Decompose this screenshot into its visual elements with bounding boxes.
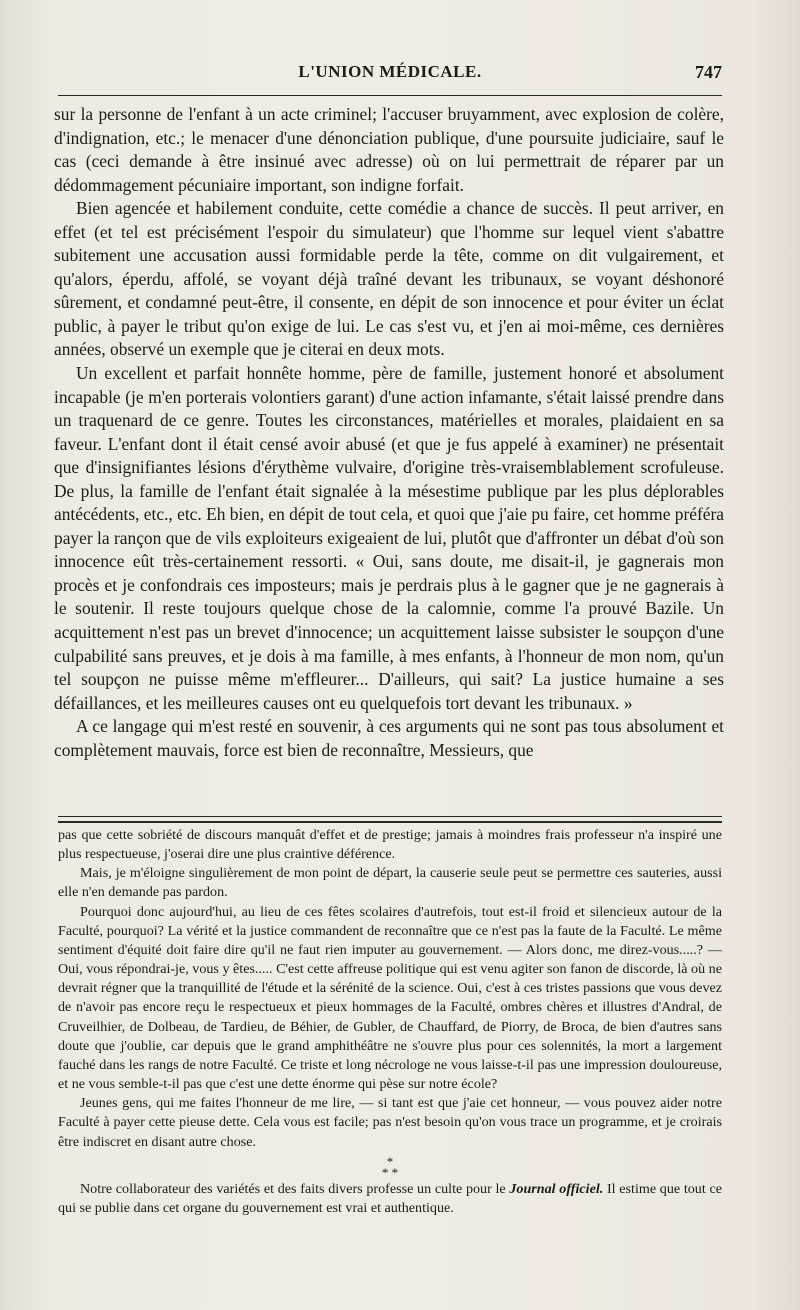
main-article [54,103,724,762]
page-number: 747 [695,62,722,82]
final-note-paragraph [58,1180,722,1218]
note-paragraph: Mais, je m'éloigne singulièrement de mon point de départ, la causerie seule peut se permettre ces sauteries, aussi elle n'en demande pas pardon. [58,865,722,901]
final-note-text: Notre collaborateur des variétés et des faits divers professe un culte pour le [80,1180,510,1197]
asterism-separator [58,1153,722,1180]
main-paragraph: A ce langage qui m'est resté en souvenir, à ces arguments qui ne sont pas tous absolument et complètement mauvais, force est bien de reconnaître, Messieurs, que [54,716,724,760]
asterism-top: * [386,1153,394,1169]
feuilleton-section [58,826,722,1218]
main-paragraph: Un excellent et parfait honnête homme, père de famille, justement honoré et absolument incapable (je m'en porterais volontiers garant) d'une action infamante, s'était laissé prendre dans un traquenard de ce genre. Toutes les circonstances, matérielles et morales, plaidaient en sa faveur. L'enfant dont il était censé avoir abusé (et que je fus appelé à examiner) ne présentait que d'insignifiantes lésions d'érythème vulvaire, d'origine très-vraisemblablement scrofuleuse. De plus, la famille de l'enfant était signalée à la mésestime publique par les plus déplorables antécédents, etc., etc. Eh bien, en dépit de tout cela, et quoi que j'aie pu faire, cet homme préféra payer la rançon que de vils exploiteurs exigeaient de lui, plutôt que d'affronter un débat d'où son innocence eût très-certainement ressorti. « Oui, sans doute, me disait-il, je gagnerais mon procès et je confondrais ces imposteurs; mais je perdrais plus à le gagner que je ne gagnerais à le soutenir. Il reste toujours quelque chose de la calomnie, comme l'a prouvé Bazile. Un acquittement n'est pas un brevet d'innocence; un acquittement laisse subsister le soupçon d'une culpabilité sans preuves, et je dois à ma famille, à mes enfants, à l'honneur de mon nom, qu'un tel soupçon ne puisse même m'effleurer... D'ailleurs, qui sait? La justice humaine a ses défaillances, et les meilleures causes ont eu quelquefois tort devant les tribunaux. » [54,363,724,713]
journal-title: L'UNION MÉDICALE. [298,62,482,81]
journal-officiel-title: Journal officiel. [509,1180,604,1197]
note-paragraph: Jeunes gens, qui me faites l'honneur de me lire, — si tant est que j'aie cet honneur, — vous pouvez aider notre Faculté à payer cette pieuse dette. Cela vous est facile; pas n'est besoin qu'on vous trace un programme, et je croirais être indiscret en disant autre chose. [58,1095,722,1150]
asterism-bottom: * * [381,1164,399,1180]
header-rule [58,95,722,96]
running-header [58,58,722,88]
main-paragraph: Bien agencée et habilement conduite, cette comédie a chance de succès. Il peut arriver, en effet (et tel est précisément l'espoir du simulateur) que l'homme sur lequel vient s'abattre subitement une accusation aussi formidable perde la tête, comme on dit vulgairement, et qu'alors, éperdu, affolé, se voyant déjà traîné devant les tribunaux, se voyant déshonoré sûrement, et condamné peut-être, il consente, en dépit de son innocence et pour éviter un éclat public, à payer le tribut qu'on exige de lui. Le cas s'est vu, et j'en ai moi-même, ces dernières années, observé un exemple que je citerai en deux mots. [54,198,724,360]
feuilleton-divider [58,816,722,823]
final-note-text-end: Il estime que tout ce qui se publie dans cet organe du gouvernement est vrai et authentique. [58,1180,722,1216]
main-paragraph: sur la personne de l'enfant à un acte criminel; l'accuser bruyamment, avec explosion de colère, d'indignation, etc.; le menacer d'une dénonciation publique, d'une poursuite judiciaire, sauf le cas (ceci demande à être insinué avec adresse) où on lui permettrait de réparer par un dédommagement pécuniaire important, son indigne forfait. [54,104,724,195]
note-paragraph: Pourquoi donc aujourd'hui, au lieu de ces fêtes scolaires d'autrefois, tout est-il froid et silencieux autour de la Faculté, pourquoi? La vérité et la justice commandent de reconnaître que ce n'est pas la faute de la Faculté. Le même sentiment d'équité doit faire dire qu'il ne faut rien imputer au gouvernement. — Alors donc, me direz-vous.....? — Oui, vous répondrai-je, vous y êtes..... C'est cette affreuse politique qui est venu agiter son fanon de discorde, là où ne devrait régner que la tranquillité de l'étude et la sérénité de la science. Oui, c'est à ces tristes passions que vous devez de n'avoir pas encore reçu le respectueux et pieux hommages de la Faculté, ombres chères et illustres d'Andral, de Cruveilhier, de Dolbeau, de Tardieu, de Béhier, de Gubler, de Chauffard, de Piorry, de Broca, de bien d'autres sans doute que j'oublie, car depuis que le grand amphithéâtre ne s'ouvre plus pour ces solennités, la mort a largement fauché dans les rangs de notre Faculté. Ce triste et long nécrologe ne vous laisse-t-il pas une impression douloureuse, et ne vous semble-t-il pas que c'est une dette énorme qui pèse sur notre école? [58,903,722,1093]
note-paragraph: pas que cette sobriété de discours manquât d'effet et de prestige; jamais à moindres frais professeur n'a inspiré une plus respectueuse, j'oserai dire une plus craintive déférence. [58,827,722,863]
